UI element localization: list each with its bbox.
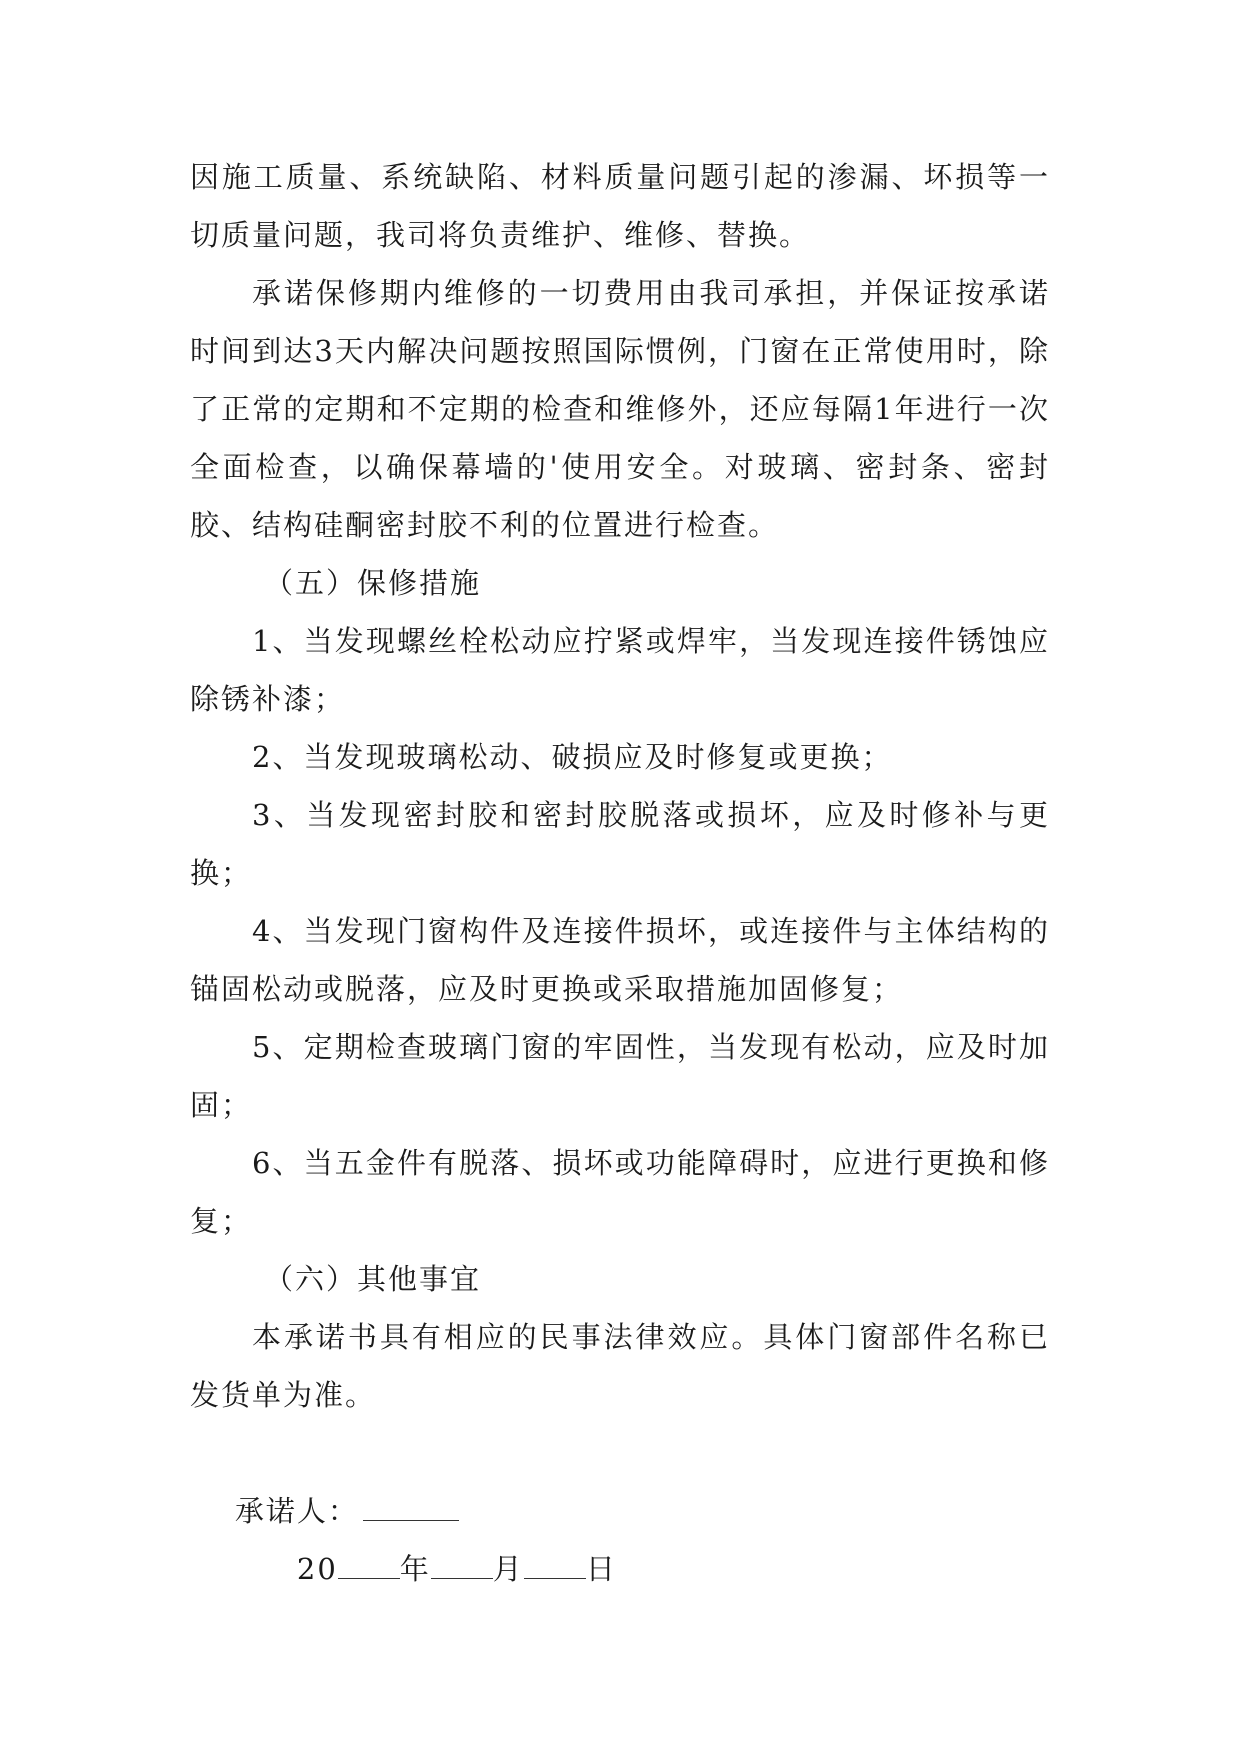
date-year-blank[interactable]: [338, 1556, 400, 1579]
section-6-text: 本承诺书具有相应的民事法律效应。具体门窗部件名称已发货单为准。: [190, 1320, 1050, 1412]
date-day-label: 日: [585, 1552, 617, 1586]
measure-item-3: 3、当发现密封胶和密封胶脱落或损坏，应及时修补与更换；: [190, 798, 1050, 890]
date-year-prefix: 20: [296, 1552, 338, 1586]
measure-item-4: 4、当发现门窗构件及连接件损坏，或连接件与主体结构的锚固松动或脱落，应及时更换或采取措施加固修复；: [190, 914, 1050, 1006]
measure-item-1: 1、当发现螺丝栓松动应拧紧或焊牢，当发现连接件锈蚀应除锈补漆；: [190, 624, 1050, 716]
date-month-blank[interactable]: [431, 1556, 493, 1579]
section-6-heading: （六）其他事宜: [264, 1262, 482, 1296]
paragraph-quality-issues: 因施工质量、系统缺陷、材料质量问题引起的渗漏、坏损等一切质量问题，我司将负责维护、维修、替换。: [190, 160, 1050, 252]
date-day-blank[interactable]: [524, 1556, 586, 1579]
date-year-label: 年: [399, 1552, 431, 1586]
date-line: [252, 1482, 852, 1656]
measure-item-2: 2、当发现玻璃松动、破损应及时修复或更换；: [252, 740, 893, 774]
date-month-label: 月: [492, 1552, 524, 1586]
signature-label: 承诺人：: [234, 1494, 359, 1528]
paragraph-warranty-costs: 承诺保修期内维修的一切费用由我司承担，并保证按承诺时间到达3天内解决问题按照国际惯例，门窗在正常使用时，除了正常的定期和不定期的检查和维修外，还应每隔1年进行一次全面检查，以确保幕墙的'使用安全。对玻璃、密封条、密封胶、结构硅酮密封胶不利的位置进行检查。: [190, 276, 1050, 542]
measure-item-5: 5、定期检查玻璃门窗的牢固性，当发现有松动，应及时加固；: [190, 1030, 1050, 1122]
measure-item-6: 6、当五金件有脱落、损坏或功能障碍时，应进行更换和修复；: [190, 1146, 1050, 1238]
section-5-heading: （五）保修措施: [264, 566, 482, 600]
